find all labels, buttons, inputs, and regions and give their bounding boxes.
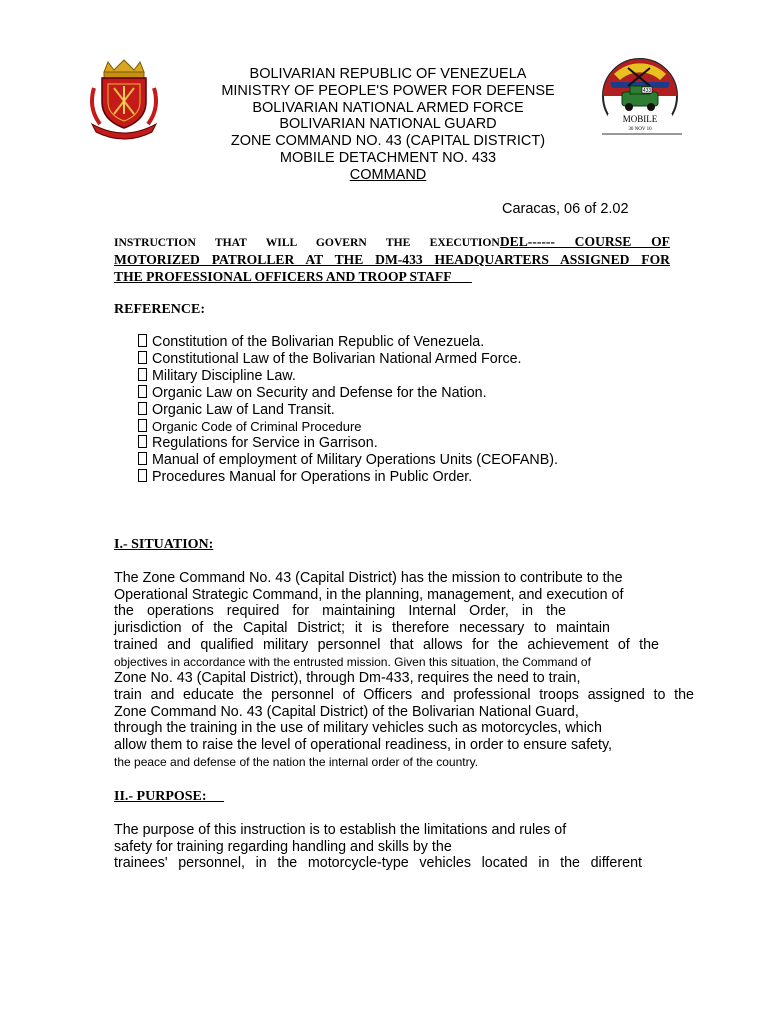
- emblem-label: MOBILE: [622, 114, 658, 124]
- instruction-title: [114, 233, 670, 285]
- title-line-1b: DEL------ COURSE OF: [499, 234, 670, 249]
- paragraph-line: trained and qualified military personnel that allows for the achievement of the: [114, 636, 659, 653]
- paragraph-line: the operations required for maintaining Internal Order, in the: [114, 603, 566, 620]
- list-item: Regulations for Service in Garrison.: [138, 435, 558, 452]
- reference-list: [138, 334, 558, 486]
- situation-paragraph: [114, 570, 694, 770]
- emblem-sublabel: 30 NOV 10: [628, 127, 652, 132]
- paragraph-line: through the training in the use of military vehicles such as motorcycles, which: [114, 720, 602, 737]
- paragraph-line: trainees' personnel, in the motorcycle-type vehicles located in the different: [114, 855, 642, 872]
- list-item: Constitutional Law of the Bolivarian National Armed Force.: [138, 351, 558, 368]
- bullet-box-icon: [138, 435, 147, 448]
- header-command: COMMAND: [349, 166, 427, 183]
- mobile-detachment-emblem: [598, 56, 684, 140]
- title-line-3: THE PROFESSIONAL OFFICERS AND TROOP STAFF: [114, 269, 452, 284]
- title-line-1a: INSTRUCTION THAT WILL GOVERN THE EXECUTION: [114, 236, 500, 249]
- list-item: Organic Law on Security and Defense for the Nation.: [138, 385, 558, 402]
- paragraph-line: The purpose of this instruction is to establish the limitations and rules of: [114, 822, 567, 838]
- bullet-box-icon: [138, 469, 147, 482]
- paragraph-line: safety for training regarding handling and skills by the: [114, 838, 452, 855]
- purpose-heading: II.- PURPOSE:: [114, 789, 207, 804]
- header-detachment: MOBILE DETACHMENT NO. 433: [279, 149, 497, 166]
- header-armed-force: BOLIVARIAN NATIONAL ARMED FORCE: [252, 99, 524, 116]
- paragraph-line: the peace and defense of the nation the internal order of the country.: [114, 754, 479, 769]
- bullet-box-icon: [138, 452, 147, 465]
- place-date: Caracas, 06 of 2.02: [502, 201, 629, 217]
- bullet-box-icon: [138, 368, 147, 381]
- list-item: Procedures Manual for Operations in Public Order.: [138, 469, 558, 486]
- emblem-plate: 433: [642, 88, 652, 94]
- bullet-box-icon: [138, 385, 147, 398]
- paragraph-line: Zone Command No. 43 (Capital District) of the Bolivarian National Guard,: [114, 703, 579, 720]
- document-header: [160, 66, 616, 184]
- paragraph-line: The Zone Command No. 43 (Capital District) has the mission to contribute to the: [114, 570, 623, 586]
- bullet-box-icon: [138, 419, 147, 432]
- paragraph-line: train and educate the personnel of Officers and professional troops assigned to the: [114, 686, 694, 703]
- coat-of-arms-logo: [86, 58, 162, 140]
- bullet-box-icon: [138, 334, 147, 347]
- bullet-box-icon: [138, 402, 147, 415]
- reference-heading: REFERENCE:: [114, 302, 206, 317]
- situation-heading: I.- SITUATION:: [114, 537, 214, 552]
- paragraph-line: Operational Strategic Command, in the planning, management, and execution of: [114, 586, 624, 603]
- list-item: Constitution of the Bolivarian Republic of Venezuela.: [138, 334, 558, 351]
- header-zone-command: ZONE COMMAND NO. 43 (CAPITAL DISTRICT): [230, 133, 546, 150]
- list-item: Military Discipline Law.: [138, 368, 558, 385]
- bullet-box-icon: [138, 351, 147, 364]
- list-item: Manual of employment of Military Operations Units (CEOFANB).: [138, 452, 558, 469]
- list-item: Organic Law of Land Transit.: [138, 402, 558, 419]
- paragraph-line: jurisdiction of the Capital District; it is therefore necessary to maintain: [114, 620, 610, 637]
- list-item: Organic Code of Criminal Procedure: [138, 419, 558, 436]
- title-line-2: MOTORIZED PATROLLER AT THE DM-433 HEADQUARTERS ASSIGNED FOR: [114, 252, 670, 267]
- paragraph-line: Zone No. 43 (Capital District), through Dm-433, requires the need to train,: [114, 670, 581, 687]
- header-country: BOLIVARIAN REPUBLIC OF VENEZUELA: [249, 66, 527, 82]
- paragraph-line: allow them to raise the level of operational readiness, in order to ensure safety,: [114, 737, 613, 754]
- paragraph-line: objectives in accordance with the entrusted mission. Given this situation, the Command of: [114, 654, 591, 669]
- header-national-guard: BOLIVARIAN NATIONAL GUARD: [279, 116, 497, 133]
- header-ministry: MINISTRY OF PEOPLE'S POWER FOR DEFENSE: [221, 82, 555, 99]
- purpose-paragraph: [114, 822, 694, 872]
